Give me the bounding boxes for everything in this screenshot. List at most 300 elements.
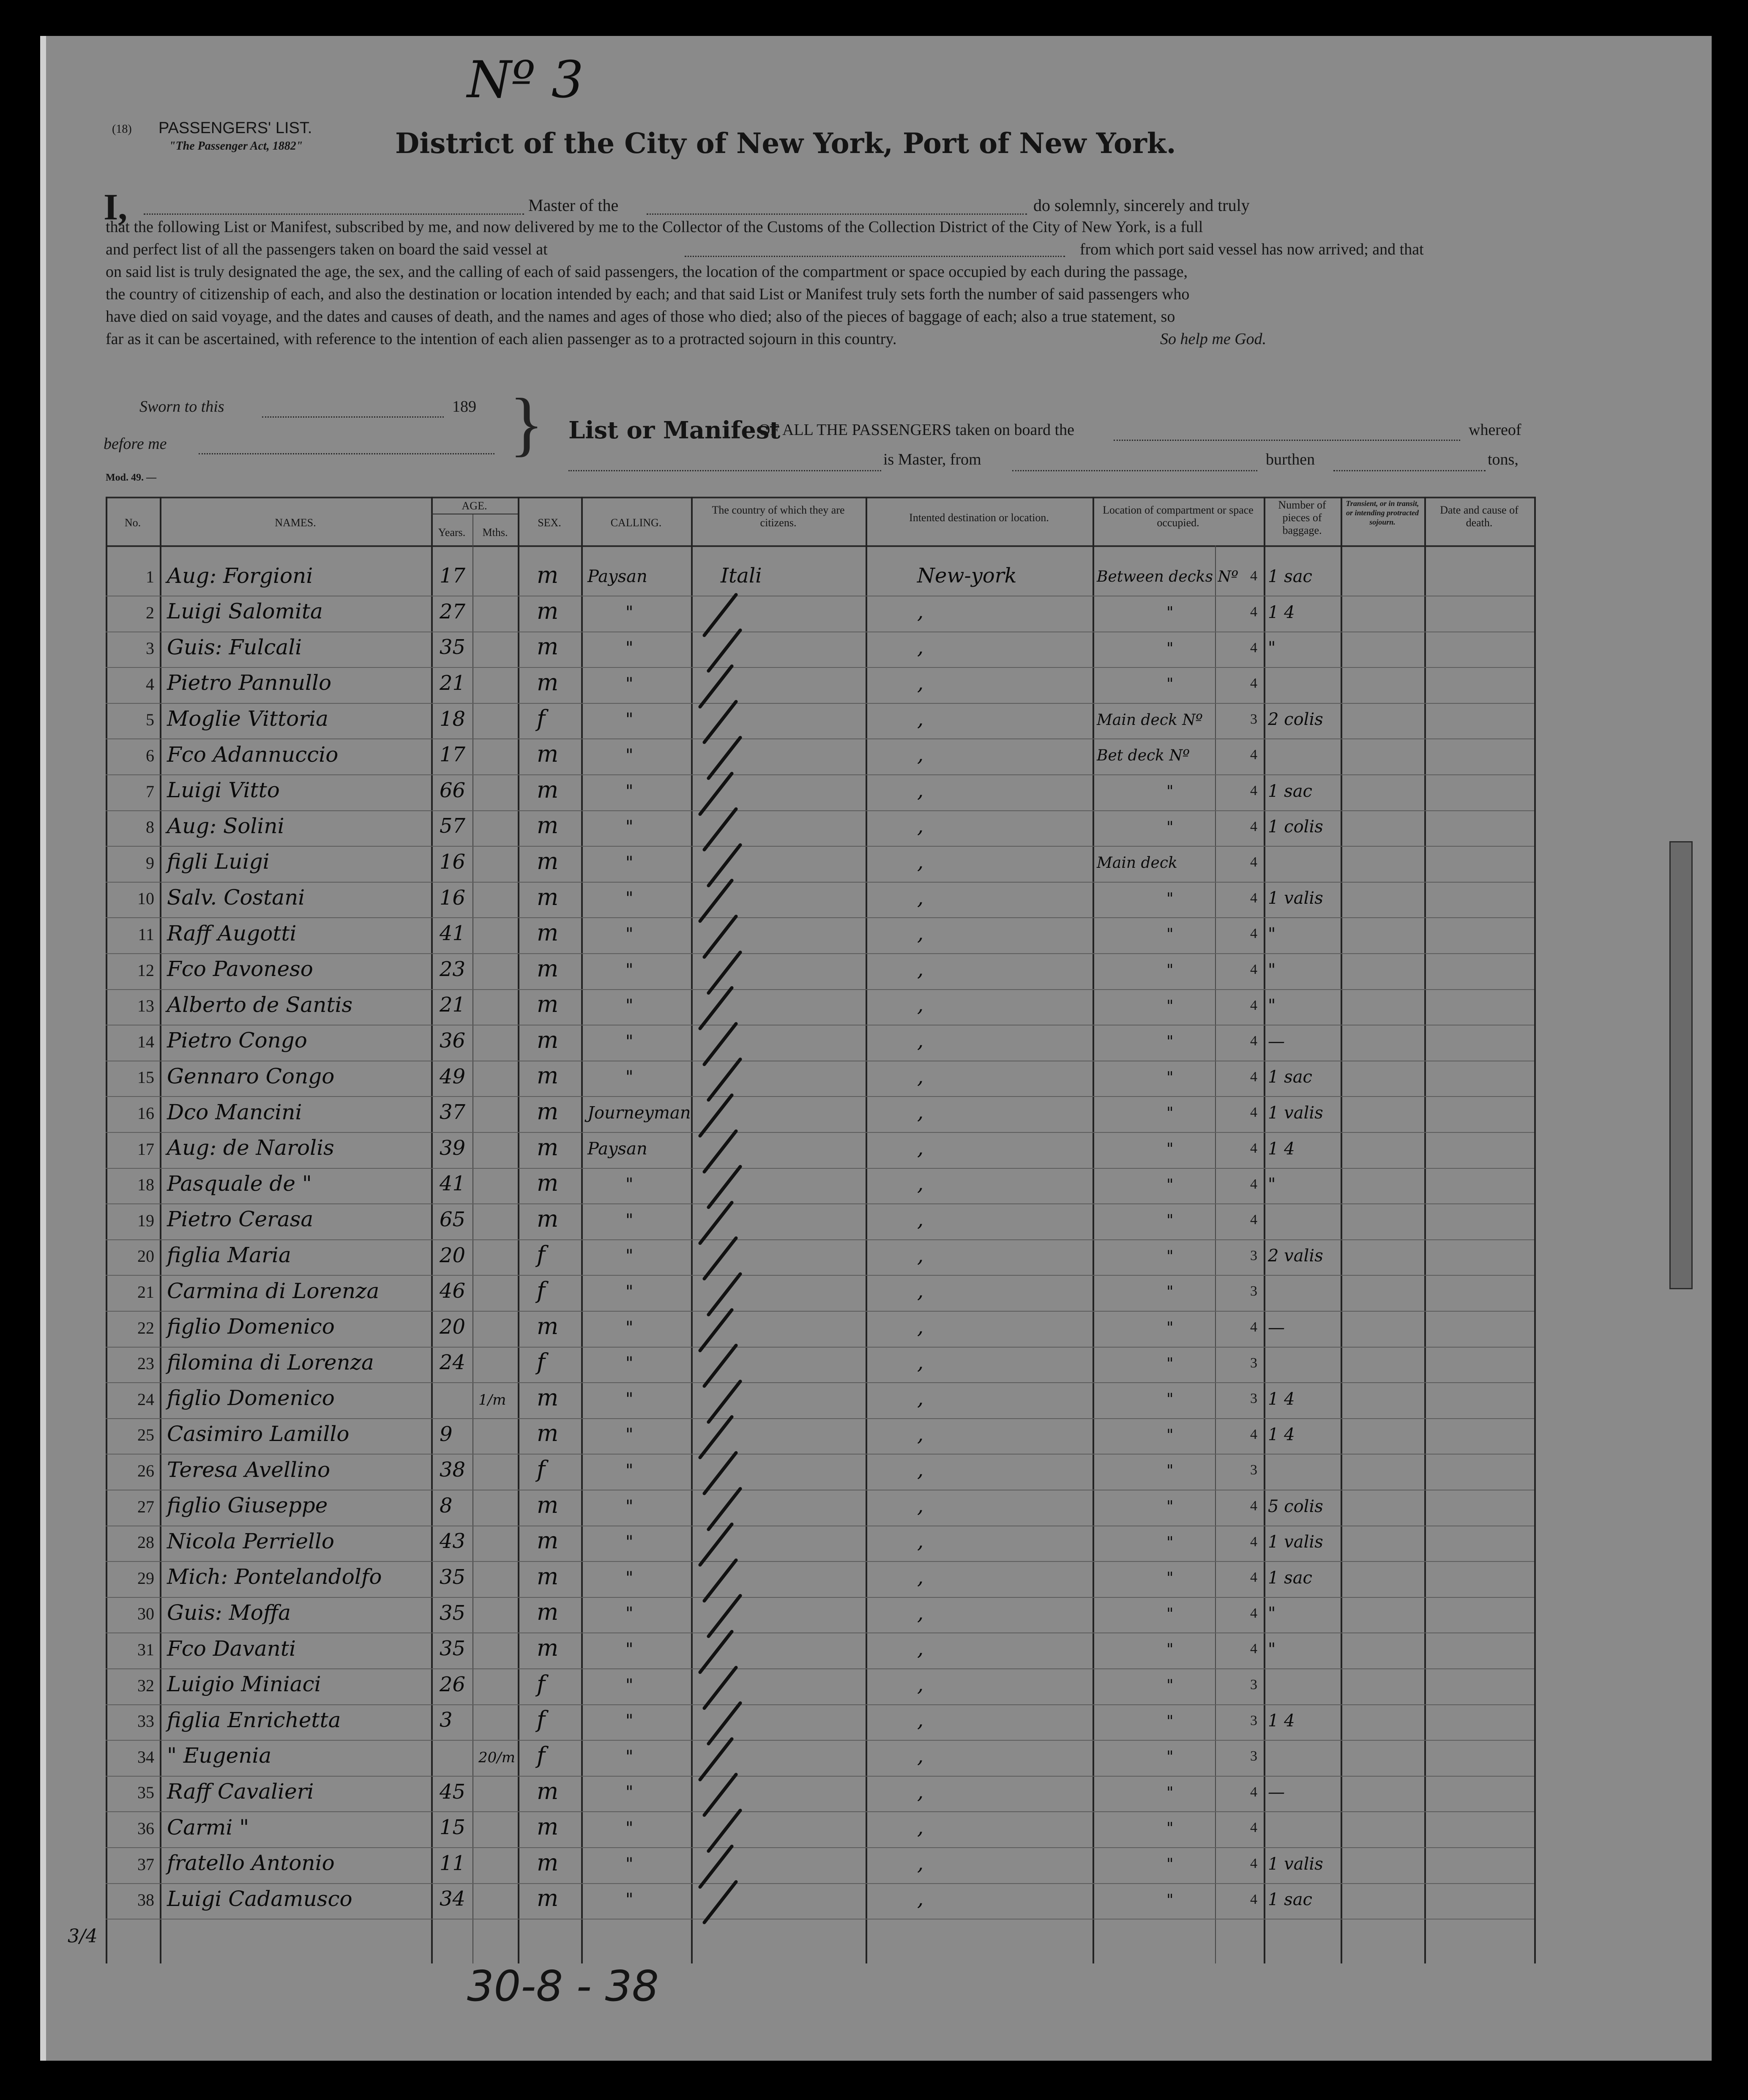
passenger-name: Nicola Perriello [167, 1529, 334, 1553]
oath-line-2a: and perfect list of all the passengers taken on board the said vessel at [106, 241, 548, 258]
compartment-location: Main deck [1097, 854, 1177, 872]
row-rule [106, 810, 1534, 811]
compartment-number: 4 [1250, 675, 1257, 691]
destination: , [917, 1422, 924, 1446]
baggage: 1 sac [1268, 1890, 1312, 1909]
age-years: 15 [440, 1816, 466, 1839]
row-rule [106, 953, 1534, 954]
calling: " [625, 1604, 634, 1623]
compartment-number: 4 [1250, 747, 1257, 763]
destination: , [917, 1673, 924, 1696]
baggage: — [1268, 1318, 1285, 1337]
sex: f [537, 1277, 545, 1304]
oath-line-2b: from which port said vessel has now arrived; and that [1080, 241, 1424, 258]
row-number: 30 [137, 1604, 154, 1623]
oath-line-6b: So help me God. [1160, 330, 1267, 348]
row-rule [106, 703, 1534, 704]
row-number: 11 [138, 925, 154, 944]
destination: , [917, 1279, 924, 1303]
compartment-number: 4 [1250, 1570, 1257, 1585]
calling: Journeyman [587, 1103, 691, 1123]
sex: m [537, 1635, 559, 1661]
destination: , [917, 671, 924, 695]
passenger-name: Luigi Salomita [167, 599, 323, 623]
row-rule [106, 1883, 1534, 1884]
row-number: 7 [146, 782, 154, 801]
compartment-location: " [1166, 1677, 1174, 1694]
row-rule [106, 1275, 1534, 1276]
compartment-number: 4 [1250, 1534, 1257, 1550]
baggage: 2 valis [1268, 1246, 1323, 1266]
passenger-name: Carmi " [167, 1815, 249, 1840]
row-number: 32 [137, 1676, 154, 1695]
baggage: 1 valis [1268, 1854, 1323, 1874]
oath-line-5: have died on said voyage, and the dates and causes of death, and the names and ages of those who died; also of the pieces of baggage of each; also a true statement, so [106, 308, 1175, 325]
row-number: 27 [137, 1497, 154, 1516]
compartment-number: 4 [1250, 962, 1257, 977]
compartment-location: " [1166, 1892, 1174, 1909]
sex: m [537, 1813, 559, 1840]
passenger-name: Aug: de Narolis [167, 1135, 334, 1160]
passenger-name: fratello Antonio [167, 1851, 335, 1875]
margin-mark: 3/4 [68, 1925, 98, 1947]
row-rule [106, 1704, 1534, 1705]
compartment-number: 4 [1250, 640, 1257, 656]
calling: " [625, 1783, 634, 1802]
row-number: 18 [137, 1175, 154, 1194]
baggage: " [1268, 1604, 1276, 1623]
passenger-name: figlia Maria [167, 1243, 291, 1267]
row-rule [106, 1668, 1534, 1669]
compartment-number: 3 [1250, 1713, 1257, 1728]
calling: " [625, 1747, 634, 1766]
calling: " [625, 1532, 634, 1552]
compartment-number: 4 [1250, 1319, 1257, 1335]
row-number: 31 [137, 1640, 154, 1659]
list-title-rest: OF ALL THE PASSENGERS taken on board the [759, 421, 1074, 439]
compartment-location: " [1166, 1033, 1174, 1050]
compartment-location: " [1166, 1105, 1174, 1122]
oath-line-3: on said list is truly designated the age, the sex, and the calling of each of said passengers, the location of the compartment or space occupied by each during the passage, [106, 263, 1188, 281]
destination: , [917, 1637, 924, 1660]
sex: m [537, 562, 559, 588]
row-rule [106, 1203, 1534, 1204]
compartment-location: Bet deck Nº [1097, 747, 1190, 764]
row-number: 33 [137, 1712, 154, 1731]
baggage: 1 sac [1268, 1568, 1312, 1588]
sworn-label: Sworn to this [139, 398, 224, 416]
col-age: AGE. [462, 500, 487, 512]
destination: , [917, 1172, 924, 1195]
passenger-name: Pietro Congo [167, 1028, 307, 1053]
age-years: 26 [440, 1673, 466, 1696]
row-rule [106, 1239, 1534, 1240]
baggage: 1 4 [1268, 1139, 1295, 1159]
compartment-number: 4 [1250, 1641, 1257, 1657]
compartment-number: 3 [1250, 1355, 1257, 1371]
passenger-name: Guis: Moffa [167, 1600, 291, 1625]
age-years: 24 [440, 1351, 466, 1374]
compartment-location: " [1166, 1605, 1174, 1623]
row-rule [106, 1811, 1534, 1812]
row-rule [106, 1847, 1534, 1848]
row-number: 19 [137, 1211, 154, 1230]
age-years: 35 [440, 1637, 466, 1660]
baggage: " [1268, 960, 1276, 980]
oath-solemnly: do solemnly, sincerely and truly [1033, 196, 1250, 215]
row-number: 29 [137, 1569, 154, 1588]
baggage: " [1268, 996, 1276, 1015]
col-sex: SEX. [538, 517, 561, 529]
calling: " [625, 782, 634, 801]
destination: , [917, 1065, 924, 1088]
compartment-location: " [1166, 926, 1174, 943]
row-rule [106, 1632, 1534, 1633]
form-act: "The Passenger Act, 1882" [169, 139, 303, 153]
whereof-label: whereof [1469, 421, 1521, 439]
sex: f [537, 1241, 545, 1268]
compartment-number: 4 [1250, 1498, 1257, 1514]
sex: m [537, 884, 559, 911]
baggage: 1 valis [1268, 1532, 1323, 1552]
destination: , [917, 1565, 924, 1589]
age-years: 20 [440, 1244, 466, 1267]
calling: " [625, 889, 634, 908]
calling: " [625, 1676, 634, 1695]
sex: m [537, 1027, 559, 1053]
compartment-number: 4 [1250, 1176, 1257, 1192]
destination: , [917, 850, 924, 874]
sex: m [537, 669, 559, 696]
age-years: 21 [440, 671, 466, 695]
age-years: 17 [440, 743, 466, 766]
compartment-number: 4 [1250, 998, 1257, 1013]
compartment-location: " [1166, 783, 1174, 800]
calling: " [625, 1032, 634, 1051]
total-count: 30-8 - 38 [467, 1961, 659, 2011]
passenger-name: figlia Enrichetta [167, 1708, 341, 1732]
sex: m [537, 777, 559, 803]
age-years: 65 [440, 1208, 466, 1231]
form-title: PASSENGERS' LIST. [158, 119, 312, 137]
baggage: 5 colis [1268, 1497, 1323, 1516]
compartment-location: " [1166, 640, 1174, 657]
row-rule [106, 1168, 1534, 1169]
compartment-number: 4 [1250, 926, 1257, 941]
is-master-label: is Master, from [883, 451, 981, 468]
row-rule [106, 1454, 1534, 1455]
sex: m [537, 1527, 559, 1554]
calling: " [625, 1818, 634, 1838]
compartment-location: " [1166, 1856, 1174, 1873]
row-number: 14 [137, 1032, 154, 1051]
compartment-location: " [1166, 1140, 1174, 1158]
passenger-name: Salv. Costani [167, 885, 305, 910]
passenger-name: Carmina di Lorenza [167, 1279, 380, 1303]
row-number: 3 [146, 639, 154, 658]
passenger-name: Moglie Vittoria [167, 706, 328, 731]
manifest-number: Nº 3 [467, 51, 584, 109]
col-location: Location of compartment or space occupied. [1103, 504, 1254, 529]
row-number: 36 [137, 1819, 154, 1838]
destination: , [917, 1386, 924, 1410]
age-years: 49 [440, 1065, 466, 1088]
row-number: 16 [137, 1104, 154, 1123]
baggage: " [1268, 1640, 1276, 1659]
destination: , [917, 1887, 924, 1911]
age-years: 17 [440, 564, 466, 588]
row-number: 24 [137, 1390, 154, 1409]
age-years: 21 [440, 993, 466, 1017]
passenger-name: figlio Domenico [167, 1314, 335, 1339]
row-rule [106, 774, 1534, 775]
oath-start: I, [104, 187, 128, 228]
calling: " [625, 1890, 634, 1909]
destination: , [917, 1494, 924, 1518]
mod-label: Mod. 49. — [106, 472, 156, 483]
destination: , [917, 1529, 924, 1553]
row-number: 23 [137, 1354, 154, 1373]
destination: , [917, 921, 924, 945]
row-rule [106, 1382, 1534, 1383]
compartment-location: " [1166, 1534, 1174, 1551]
row-number: 5 [146, 710, 154, 729]
citizenship: Itali [721, 564, 762, 588]
row-rule [106, 1096, 1534, 1097]
compartment-location: " [1166, 1498, 1174, 1515]
col-baggage: Number of pieces of baggage. [1278, 499, 1326, 536]
compartment-location: " [1166, 1641, 1174, 1658]
age-months: 1/m [478, 1392, 506, 1408]
baggage: " [1268, 1175, 1276, 1194]
before-me-label: before me [104, 435, 167, 453]
age-years: 46 [440, 1279, 466, 1303]
row-rule [106, 1347, 1534, 1348]
baggage: 1 4 [1268, 1711, 1295, 1731]
row-number: 21 [137, 1282, 154, 1302]
compartment-number: 4 [1250, 854, 1257, 870]
destination: , [917, 1744, 924, 1768]
age-years: 39 [440, 1136, 466, 1160]
compartment-location: " [1166, 1391, 1174, 1408]
calling: " [625, 817, 634, 837]
passenger-name: Mich: Pontelandolfo [167, 1564, 382, 1589]
compartment-location: " [1166, 1069, 1174, 1086]
row-number: 17 [137, 1140, 154, 1159]
passenger-name: Guis: Fulcali [167, 635, 302, 659]
baggage: 1 4 [1268, 1425, 1295, 1444]
calling: " [625, 1425, 634, 1444]
compartment-number: 4 [1250, 1856, 1257, 1871]
destination: , [917, 1816, 924, 1839]
compartment-location: " [1166, 998, 1174, 1015]
row-rule [106, 1597, 1534, 1598]
passenger-name: Casimiro Lamillo [167, 1422, 350, 1446]
destination: , [917, 635, 924, 659]
age-years: 3 [440, 1708, 453, 1732]
compartment-number: 3 [1250, 1283, 1257, 1299]
passenger-name: Luigio Miniaci [167, 1672, 321, 1696]
calling: " [625, 1318, 634, 1337]
row-number: 38 [137, 1890, 154, 1909]
compartment-number: 3 [1250, 1462, 1257, 1478]
baggage: — [1268, 1783, 1285, 1802]
sex: f [537, 1671, 545, 1697]
compartment-location: " [1166, 1355, 1174, 1373]
destination: , [917, 814, 924, 838]
sex: m [537, 1206, 559, 1232]
sex: m [537, 1098, 559, 1125]
compartment-location: " [1166, 962, 1174, 979]
oath-master: Master of the [528, 196, 619, 215]
passenger-name: Fco Pavoneso [167, 957, 313, 981]
row-number: 2 [146, 603, 154, 622]
passenger-name: Aug: Solini [167, 814, 284, 838]
age-years: 57 [440, 814, 466, 838]
baggage: — [1268, 1032, 1285, 1051]
age-years: 37 [440, 1100, 466, 1124]
col-country: The country of which they are citizens. [712, 504, 845, 529]
destination: , [917, 1244, 924, 1267]
calling: " [625, 1246, 634, 1266]
calling: Paysan [587, 567, 647, 586]
passenger-name: " Eugenia [167, 1743, 272, 1768]
calling: " [625, 746, 634, 765]
sex: m [537, 848, 559, 875]
age-years: 16 [440, 886, 466, 910]
calling: " [625, 1854, 634, 1874]
age-years: 11 [440, 1851, 466, 1875]
compartment-number: 3 [1250, 1248, 1257, 1263]
baggage: 1 sac [1268, 567, 1312, 586]
compartment-number: 3 [1250, 711, 1257, 727]
passenger-name: figlio Giuseppe [167, 1493, 328, 1518]
sex: m [537, 1885, 559, 1911]
sex: f [537, 1706, 545, 1733]
row-rule [106, 1740, 1534, 1741]
passenger-name: Dco Mancini [167, 1100, 302, 1124]
row-number: 15 [137, 1068, 154, 1087]
form-number: (18) [112, 123, 132, 136]
sex: m [537, 633, 559, 660]
row-rule [106, 1776, 1534, 1777]
sex: m [537, 919, 559, 946]
destination: , [917, 1136, 924, 1160]
sex: m [537, 1134, 559, 1161]
passenger-name: filomina di Lorenza [167, 1350, 374, 1375]
calling: " [625, 1711, 634, 1731]
calling: " [625, 603, 634, 622]
oath-line-6a: far as it can be ascertained, with reference to the intention of each alien passenger as to a protracted sojourn in this country. [106, 330, 897, 348]
destination: , [917, 1315, 924, 1339]
row-number: 20 [137, 1247, 154, 1266]
passenger-name: Luigi Cadamusco [167, 1887, 352, 1911]
calling: " [625, 1282, 634, 1302]
passenger-name: Gennaro Congo [167, 1064, 335, 1088]
baggage: " [1268, 924, 1276, 944]
row-number: 26 [137, 1461, 154, 1480]
destination: , [917, 707, 924, 731]
compartment-location: " [1166, 890, 1174, 908]
compartment-location: " [1166, 1570, 1174, 1587]
calling: " [625, 674, 634, 694]
compartment-number: 4 [1250, 1784, 1257, 1800]
col-no: No. [124, 517, 141, 529]
baggage: " [1268, 638, 1276, 658]
age-years: 35 [440, 635, 466, 659]
col-calling: CALLING. [610, 517, 662, 529]
calling: " [625, 960, 634, 980]
destination: , [917, 957, 924, 981]
passenger-name: Raff Cavalieri [167, 1779, 314, 1804]
sex: m [537, 1384, 559, 1411]
compartment-number: 4 [1250, 1427, 1257, 1442]
age-years: 27 [440, 600, 466, 623]
destination: , [917, 1100, 924, 1124]
row-number: 13 [137, 996, 154, 1015]
row-number: 35 [137, 1783, 154, 1802]
sex: m [537, 1170, 559, 1196]
row-number: 37 [137, 1855, 154, 1874]
compartment-number: 4 [1250, 890, 1257, 906]
sex: m [537, 991, 559, 1017]
destination: , [917, 993, 924, 1017]
sex: m [537, 955, 559, 982]
row-rule [106, 846, 1534, 847]
compartment-location: " [1166, 675, 1174, 693]
page-edge-tab [1669, 841, 1693, 1289]
sex: m [537, 1313, 559, 1340]
sex: m [537, 812, 559, 839]
row-rule [106, 667, 1534, 668]
compartment-location: " [1166, 1319, 1174, 1337]
compartment-location: " [1166, 1784, 1174, 1802]
destination: , [917, 779, 924, 802]
age-years: 45 [440, 1780, 466, 1804]
passenger-name: figlio Domenico [167, 1386, 335, 1410]
row-number: 6 [146, 746, 154, 765]
row-rule [106, 1919, 1534, 1920]
calling: " [625, 1568, 634, 1588]
passenger-name: Fco Davanti [167, 1636, 296, 1661]
destination: , [917, 743, 924, 766]
baggage: 1 sac [1268, 782, 1312, 801]
baggage: 1 sac [1268, 1067, 1312, 1087]
baggage: 1 valis [1268, 889, 1323, 908]
compartment-location: " [1166, 1212, 1174, 1229]
compartment-number: 4 [1250, 1140, 1257, 1156]
age-years: 36 [440, 1029, 466, 1053]
row-number: 10 [137, 889, 154, 908]
calling: " [625, 1389, 634, 1409]
compartment-number: 4 [1250, 604, 1257, 620]
row-number: 25 [137, 1425, 154, 1444]
compartment-location: " [1166, 1283, 1174, 1301]
age-years: 66 [440, 779, 466, 802]
compartment-number: 4 [1250, 1820, 1257, 1835]
passenger-name: Teresa Avellino [167, 1457, 330, 1482]
tons-label: tons, [1488, 451, 1519, 468]
row-rule [106, 989, 1534, 990]
compartment-number: 3 [1250, 1748, 1257, 1764]
calling: " [625, 1354, 634, 1373]
col-mths: Mths. [482, 526, 508, 539]
compartment-number: 4 [1250, 1069, 1257, 1085]
passenger-name: Pasquale de " [167, 1171, 312, 1196]
row-rule [106, 1418, 1534, 1419]
destination: , [917, 1780, 924, 1804]
age-years: 20 [440, 1315, 466, 1339]
